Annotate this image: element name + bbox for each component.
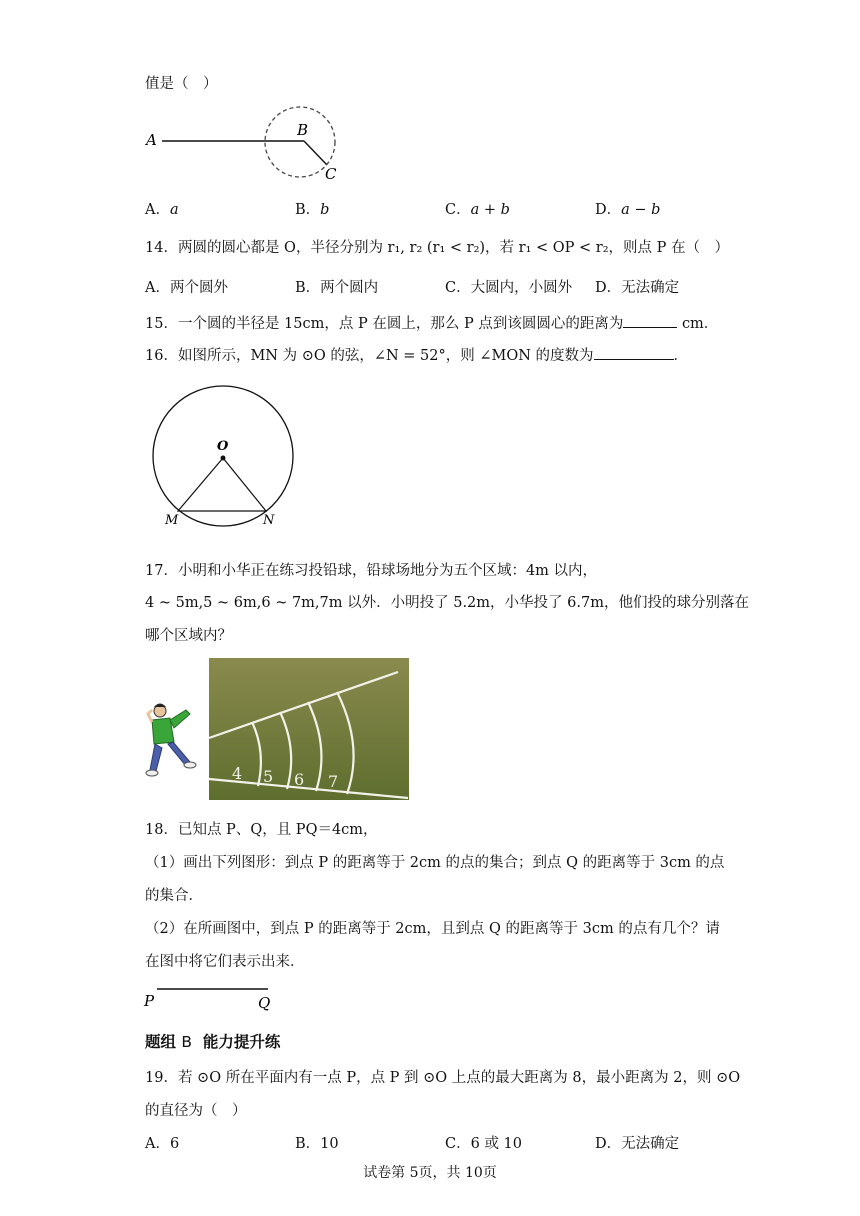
q19-option-b: B．10 (295, 1136, 339, 1152)
q19-option-a: A．6 (145, 1136, 180, 1152)
q18-figure (140, 982, 280, 1012)
q19-option-c: C．6 或 10 (445, 1136, 523, 1152)
q18-line1: 18．已知点 P、Q，且 PQ＝4cm， (145, 822, 378, 838)
q15-text: 15．一个圆的半径是 15cm，点 P 在圆上，那么 P 点到该圆圆心的距离为 cm． (145, 312, 718, 333)
section-heading: 题组 B 能力提升练 (145, 1033, 281, 1051)
page-footer: 试卷第 5页，共 10页 (363, 1165, 497, 1181)
thrower-figure (146, 704, 196, 777)
q18-line3: 的集合． (145, 888, 203, 904)
zone-label-5: 5 (263, 767, 274, 786)
answer-blank[interactable] (623, 313, 677, 328)
q18-line5: 在图中将它们表示出来． (145, 954, 305, 970)
q19-line2: 的直径为（ ） (145, 1103, 247, 1119)
q13-tail: 值是（ ） (145, 76, 218, 92)
q13-option-a: A．a (145, 202, 179, 218)
q14-option-d: D．无法确定 (595, 280, 680, 296)
q16-figure (150, 378, 300, 528)
label-a: A (146, 131, 157, 149)
triangle-mon (178, 458, 266, 511)
q16-text: 16．如图所示，MN 为 ⊙O 的弦，∠N = 52°，则 ∠MON 的度数为 ． (145, 344, 688, 365)
label-m: M (165, 513, 179, 528)
q13-option-b: B．b (295, 202, 330, 218)
label-q: Q (258, 994, 271, 1012)
zone-label-6: 6 (294, 770, 305, 789)
q17-line1: 17．小明和小华正在练习投铅球，铅球场地分为五个区域：4m 以内， (145, 563, 598, 579)
q14-option-c: C．大圆内，小圆外 (445, 280, 573, 296)
q14-option-b: B．两个圆内 (295, 280, 379, 296)
label-n: N (263, 513, 275, 528)
q17-line2: 4 ~ 5m,5 ~ 6m,6 ~ 7m,7m 以外．小明投了 5.2m，小华投了 6.7m，他们投的球分别落在 (145, 595, 749, 611)
label-b: B (297, 121, 309, 139)
label-o: O (217, 439, 229, 454)
q13-figure (140, 103, 350, 185)
segment-bc (304, 141, 327, 165)
q14-text: 14．两圆的圆心都是 O，半径分别为 r₁, r₂ (r₁ < r₂)，若 r₁ < OP < r₂，则点 P 在（ ） (145, 240, 729, 256)
label-p: P (144, 992, 155, 1010)
center-dot (221, 456, 226, 461)
q13-option-d: D．a − b (595, 202, 661, 218)
zone-label-4: 4 (232, 764, 243, 783)
answer-blank[interactable] (594, 345, 674, 360)
zone-label-7: 7 (328, 772, 339, 791)
q18-line2: （1）画出下列图形：到点 P 的距离等于 2cm 的点的集合；到点 Q 的距离等于 3cm 的点 (145, 855, 725, 871)
q19-line1: 19．若 ⊙O 所在平面内有一点 P，点 P 到 ⊙O 上点的最大距离为 8，最小距离为 2，则 ⊙O (145, 1070, 741, 1086)
shot-put-picture (140, 658, 410, 803)
q14-option-a: A．两个圆外 (145, 280, 228, 296)
q18-line4: （2）在所画图中，到点 P 的距离等于 2cm，且到点 Q 的距离等于 3cm 的点有几个？请 (145, 921, 720, 937)
label-c: C (325, 165, 337, 183)
q13-option-c: C．a + b (445, 202, 510, 218)
q17-line3: 哪个区域内？ (145, 628, 232, 644)
q19-option-d: D．无法确定 (595, 1136, 680, 1152)
